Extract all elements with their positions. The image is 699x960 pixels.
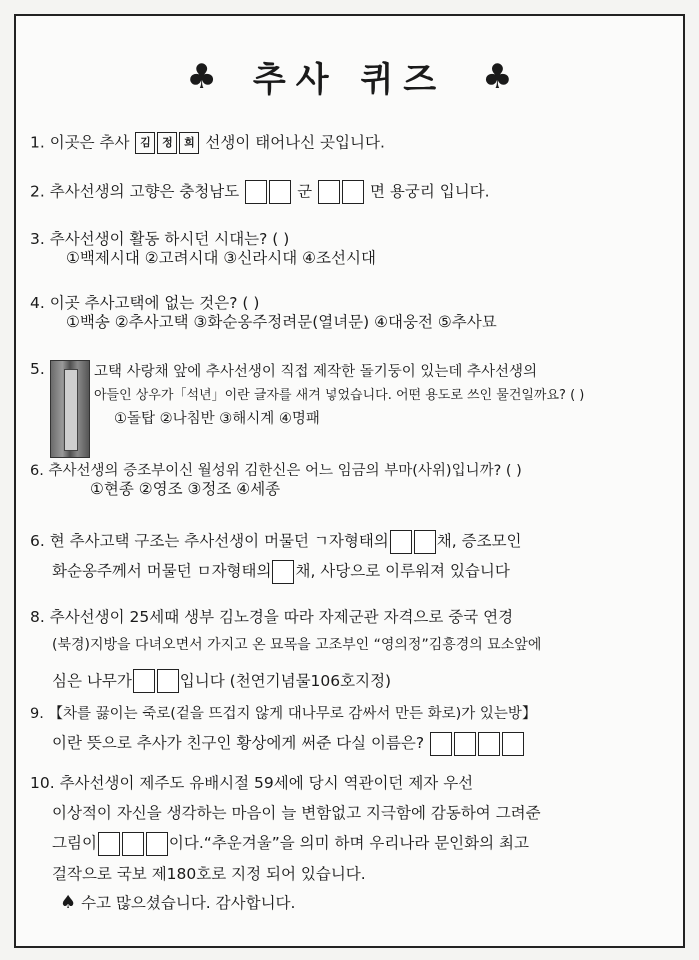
question-2 [30, 180, 673, 204]
q9-answer-box-2[interactable] [454, 732, 476, 756]
q3-options: ①백제시대 ②고려시대 ③신라시대 ④조선시대 [66, 249, 376, 268]
q7-answer-box-2[interactable] [414, 530, 436, 554]
q2-answer-box-1[interactable] [245, 180, 267, 204]
q10-line-4: 걸작으로 국보 제180호로 지정 되어 있습니다. [52, 864, 366, 883]
question-3 [30, 230, 673, 269]
q1-stamp-3: 희 [179, 132, 199, 154]
q1-text-after: 선생이 태어나신 곳입니다. [205, 133, 385, 152]
question-5 [94, 360, 673, 431]
q8-answer-box-1[interactable] [133, 669, 155, 693]
q10-text-3a: 그림이 [52, 834, 97, 853]
q9-answer-box-3[interactable] [478, 732, 500, 756]
q9-answer-box-1[interactable] [430, 732, 452, 756]
q5-line-1: 고택 사랑채 앞에 추사선생이 직접 제작한 돌기둥이 있는데 추사선생의 [94, 364, 538, 380]
q1-text-before: 1. 이곳은 추사 [30, 133, 130, 152]
q1-stamp-2: 정 [157, 132, 177, 154]
question-6 [30, 462, 673, 500]
q2-text-b: 군 [297, 182, 313, 201]
question-1 [30, 132, 673, 154]
q5-line-2: 아들인 상우가「석년」이란 글자를 새겨 넣었습니다. 어떤 용도로 쓰인 물건일까요? ( ) [94, 387, 585, 403]
q2-answer-box-3[interactable] [318, 180, 340, 204]
q10-line-1: 10. 추사선생이 제주도 유배시절 59세에 당시 역관이던 제자 우선 [30, 774, 474, 792]
q7-line-1 [30, 526, 673, 556]
q1-stamp-1: 김 [135, 132, 155, 154]
q2-answer-box-4[interactable] [342, 180, 364, 204]
question-7 [30, 526, 673, 586]
q8-text-3a: 심은 나무가 [52, 671, 132, 690]
question-4 [30, 294, 673, 333]
q5-number: 5. [30, 360, 45, 378]
question-9 [30, 700, 673, 758]
q7-answer-box-3[interactable] [272, 560, 294, 584]
q6-question: 6. 추사선생의 증조부이신 월성위 김한신은 어느 임금의 부마(사위)입니까? ( ) [30, 463, 522, 479]
q10-answer-box-2[interactable] [122, 832, 144, 856]
closing-text: 수고 많으셨습니다. 감사합니다. [81, 894, 296, 912]
club-left-icon: ♣ [186, 56, 217, 97]
q7-line-2 [30, 556, 673, 586]
q3-question: 3. 추사선생이 활동 하시던 시대는? ( ) [30, 230, 290, 248]
q8-line-1: 8. 추사선생이 25세때 생부 김노경을 따라 자제군관 자격으로 중국 연경 [30, 608, 514, 626]
page-title: 추사 퀴즈 [252, 60, 447, 100]
q10-line-3 [30, 828, 673, 858]
q7-text-2a: 화순옹주께서 머물던 ㅁ자형태의 [52, 562, 272, 581]
q7-text-1b: 채, 증조모인 [436, 532, 522, 550]
q8-answer-box-2[interactable] [157, 669, 179, 693]
club-right-icon: ♣ [482, 56, 513, 97]
q9-line-2 [30, 728, 673, 758]
sundial-photo [50, 360, 90, 458]
q4-question: 4. 이곳 추사고택에 없는 것은? ( ) [30, 294, 260, 312]
q7-text-1a: 6. 현 추사고택 구조는 추사선생이 머물던 ㄱ자형태의 [30, 532, 389, 550]
spade-icon: ♠ [60, 892, 77, 913]
q8-text-3b: 입니다 (천연기념물106호지정) [179, 671, 392, 690]
q5-options: ①돌탑 ②나침반 ③해시계 ④명패 [114, 410, 320, 427]
q9-line-1: 9. 【차를 끓이는 죽로(겉을 뜨겁지 않게 대나무로 감싸서 만든 화로)가 있는방】 [30, 706, 537, 722]
q9-answer-box-4[interactable] [502, 732, 524, 756]
question-10 [30, 768, 673, 889]
q10-answer-box-3[interactable] [146, 832, 168, 856]
q2-text-c: 면 용궁리 입니다. [369, 182, 490, 201]
question-8 [30, 602, 673, 696]
q7-answer-box-1[interactable] [390, 530, 412, 554]
q4-options: ①백송 ②추사고택 ③화순옹주정려문(열녀문) ④대웅전 ⑤추사묘 [66, 313, 497, 332]
closing-line [60, 892, 673, 915]
q10-line-2: 이상적이 자신을 생각하는 마음이 늘 변함없고 지극함에 감동하여 그려준 [52, 804, 541, 823]
q10-text-3b: 이다.“추운겨울”을 의미 하며 우리나라 문인화의 최고 [168, 834, 529, 853]
quiz-sheet [14, 14, 685, 948]
q2-answer-box-2[interactable] [269, 180, 291, 204]
q9-text-2: 이란 뜻으로 추사가 친구인 황상에게 써준 다실 이름은? [52, 734, 425, 753]
title-row [16, 52, 683, 101]
q10-answer-box-1[interactable] [98, 832, 120, 856]
q8-line-3 [30, 666, 673, 696]
q6-options: ①현종 ②영조 ③정조 ④세종 [90, 480, 281, 499]
q8-line-2: (북경)지방을 다녀오면서 가지고 온 묘목을 고조부인 “영의정”김흥경의 묘소앞에 [52, 637, 542, 654]
q2-text-a: 2. 추사선생의 고향은 충청남도 [30, 182, 240, 201]
q7-text-2b: 채, 사당으로 이루워져 있습니다 [295, 562, 510, 581]
